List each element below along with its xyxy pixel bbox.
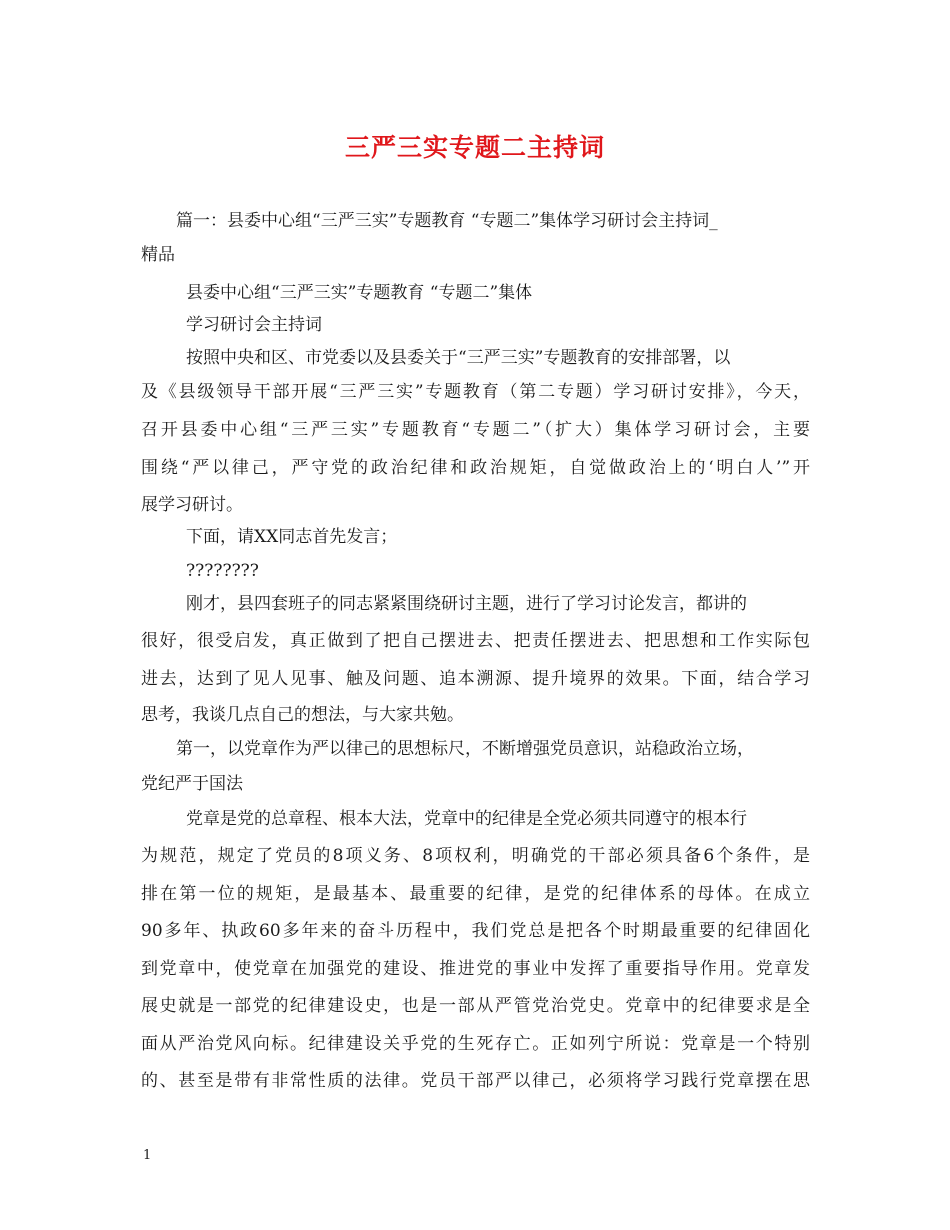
text-line: 及《县级领导干部开展“三严三实”专题教育（第二专题）学习研讨安排》，今天， (141, 382, 810, 402)
text-line: 第一，以党章作为严以律己的思想标尺，不断增强党员意识，站稳政治立场， (176, 739, 754, 759)
text-line: ???????? (186, 561, 259, 581)
text-line: 很好，很受启发，真正做到了把自己摆进去、把责任摆进去、把思想和工作实际包 (141, 631, 810, 651)
text-line: 召开县委中心组“三严三实”专题教育“专题二”（扩大）集体学习研讨会，主要 (141, 420, 810, 440)
text-line: 为规范，规定了党员的8项义务、8项权利，明确党的干部必须具备6个条件，是 (141, 846, 810, 866)
text-line: 下面，请XX同志首先发言； (186, 527, 398, 547)
text-line: 展史就是一部党的纪律建设史，也是一部从严管党治党史。党章中的纪律要求是全 (141, 996, 810, 1016)
text-line: 精品 (141, 245, 175, 265)
text-line: 到党章中，使党章在加强党的建设、推进党的事业中发挥了重要指导作用。党章发 (141, 959, 810, 979)
text-line: 党纪严于国法 (141, 774, 243, 794)
text-line: 90多年、执政60多年来的奋斗历程中，我们党总是把各个时期最重要的纪律固化 (141, 921, 810, 941)
text-line: 进去，达到了见人见事、触及问题、追本溯源、提升境界的效果。下面，结合学习 (141, 669, 810, 689)
text-line: 县委中心组“三严三实”专题教育 “专题二”集体 (186, 283, 533, 303)
document-title: 三严三实专题二主持词 (344, 133, 605, 162)
text-line: 的、甚至是带有非常性质的法律。党员干部严以律己，必须将学习践行党章摆在思 (141, 1071, 810, 1091)
text-line: 刚才，县四套班子的同志紧紧围绕研讨主题，进行了学习讨论发言，都讲的 (186, 594, 747, 614)
text-line: 按照中央和区、市党委以及县委关于“三严三实”专题教育的安排部署，以 (186, 348, 731, 368)
text-line: 篇一：县委中心组“三严三实”专题教育 “专题二”集体学习研讨会主持词_ (176, 211, 718, 231)
text-line: 思考，我谈几点自己的想法，与大家共勉。 (141, 705, 464, 725)
text-line: 排在第一位的规矩，是最基本、最重要的纪律，是党的纪律体系的母体。在成立 (141, 884, 810, 904)
page-number: 1 (143, 1148, 152, 1163)
text-line: 学习研讨会主持词 (186, 315, 322, 335)
text-line: 面从严治党风向标。纪律建设关乎党的生死存亡。正如列宁所说：党章是一个特别 (141, 1034, 810, 1054)
text-line: 展学习研讨。 (141, 495, 243, 515)
text-line: 党章是党的总章程、根本大法，党章中的纪律是全党必须共同遵守的根本行 (186, 809, 747, 829)
text-line: 围绕“严以律己，严守党的政治纪律和政治规矩，自觉做政治上的‘明白人’”开 (141, 458, 810, 478)
